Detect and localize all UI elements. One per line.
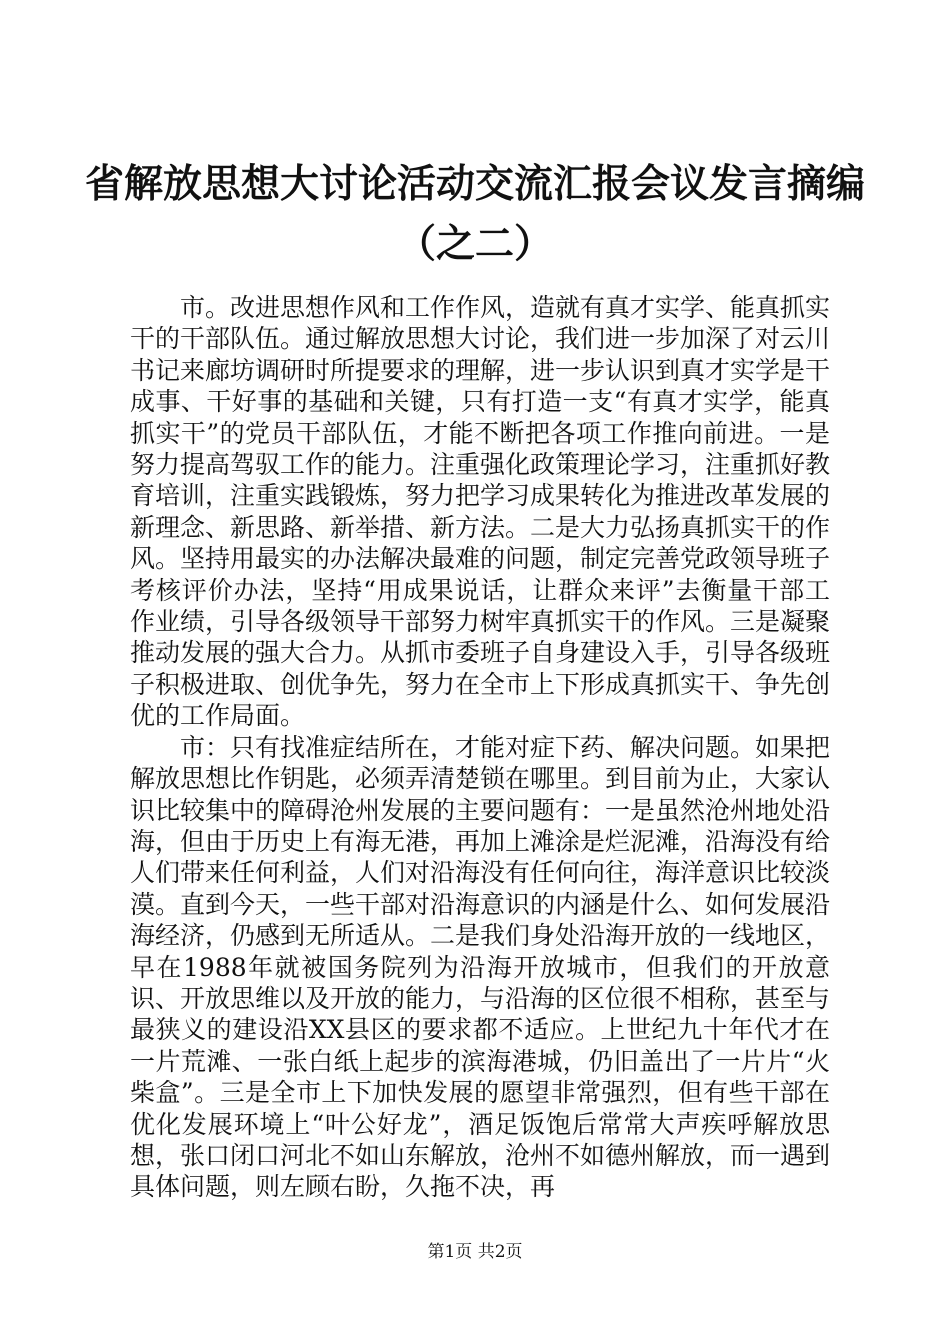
paragraph-2: 市：只有找准症结所在，才能对症下药、解决问题。如果把解放思想比作钥匙，必须弄清楚锁在哪里。到目前为止，大家认识比较集中的障碍沧州发展的主要问题有：一是虽然沧州地处沿海，但由于历史上有海无港，再加上滩涂是烂泥滩，沿海没有给人们带来任何利益，人们对沿海没有任何向往，海洋意识比较淡漠。直到今天，一些干部对沿海意识的内涵是什么、如何发展沿海经济，仍感到无所适从。二是我们身处沿海开放的一线地区，早在1988年就被国务院列为沿海开放城市，但我们的开放意识、开放思维以及开放的能力，与沿海的区位很不相称，甚至与最狭义的建设沿XX县区的要求都不适应。上世纪九十年代才在一片荒滩、一张白纸上起步的滨海港城，仍旧盖出了一片片“火柴盒”。三是全市上下加快发展的愿望非常强烈，但有些干部在优化发展环境上“叶公好龙”，酒足饭饱后常常大声疾呼解放思想，张口闭口河北不如山东解放，沧州不如德州解放，而一遇到具体问题，则左顾右盼，久拖不决，再 [130, 732, 831, 1202]
paragraph-1: 市。改进思想作风和工作作风，造就有真才实学、能真抓实干的干部队伍。通过解放思想大讨论，我们进一步加深了对云川书记来廊坊调研时所提要求的理解，进一步认识到真才实学是干成事、干好事的基础和关键，只有打造一支“有真才实学，能真抓实干”的党员干部队伍，才能不断把各项工作推向前进。一是努力提高驾驭工作的能力。注重强化政策理论学习，注重抓好教育培训，注重实践锻炼，努力把学习成果转化为推进改革发展的新理念、新思路、新举措、新方法。二是大力弘扬真抓实干的作风。坚持用最实的办法解决最难的问题，制定完善党政领导班子考核评价办法，坚持“用成果说话，让群众来评”去衡量干部工作业绩，引导各级领导干部努力树牢真抓实干的作风。三是凝聚推动发展的强大合力。从抓市委班子自身建设入手，引导各级班子积极进取、创优争先，努力在全市上下形成真抓实干、争先创优的工作局面。 [130, 293, 831, 731]
document-title: 省解放思想大讨论活动交流汇报会议发言摘编 [84, 161, 865, 207]
document-body [130, 292, 830, 1203]
document-subtitle: （之二） [396, 221, 553, 267]
page-number-footer: 第1页 共2页 [427, 1242, 523, 1262]
